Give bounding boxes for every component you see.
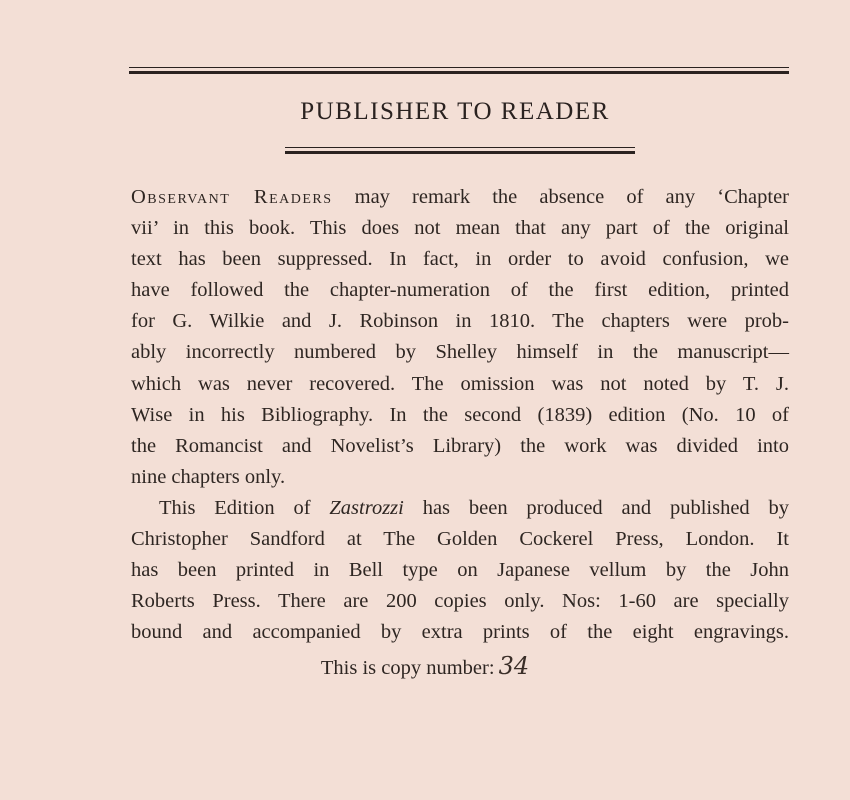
paragraph-1-line-8: Wise in his Bibliography. In the second (1839) edition (No. 10 of bbox=[131, 403, 789, 426]
paragraph-2-line-5: bound and accompanied by extra prints of the eight engravings. bbox=[131, 621, 789, 644]
paragraph-1 bbox=[131, 182, 789, 493]
paragraph-1-line-6: ably incorrectly numbered by Shelley himself in the manuscript— bbox=[131, 341, 789, 364]
title-rule-thin bbox=[285, 147, 635, 148]
paragraph-1-line-9: the Romancist and Novelist’s Library) the work was divided into bbox=[131, 434, 789, 457]
paragraph-1-line-3: text has been suppressed. In fact, in order to avoid confusion, we bbox=[131, 248, 789, 271]
paragraph-2 bbox=[131, 493, 789, 648]
page-title: PUBLISHER TO READER bbox=[300, 98, 610, 125]
title-rule-thick bbox=[285, 151, 635, 154]
top-rule-thick bbox=[129, 71, 789, 74]
copy-number-line bbox=[0, 652, 850, 680]
paragraph-1-line-4: have followed the chapter-numeration of the first edition, printed bbox=[131, 279, 789, 302]
paragraph-1-line-5: for G. Wilkie and J. Robinson in 1810. The chapters were prob- bbox=[131, 310, 789, 333]
paragraph-1-line-2: vii’ in this book. This does not mean that any part of the original bbox=[131, 217, 789, 240]
paragraph-2-line-2: Christopher Sandford at The Golden Cockerel Press, London. It bbox=[131, 528, 789, 551]
paragraph-1-line-10: nine chapters only. bbox=[131, 465, 286, 488]
paragraph-2-line-1: This Edition of Zastrozzi has been produced and published by bbox=[159, 496, 790, 519]
copy-number-label: This is copy number: bbox=[320, 657, 495, 679]
handwritten-copy-number: 34 bbox=[498, 652, 530, 680]
lead-small-caps: Observant Readers bbox=[131, 186, 333, 208]
top-rule-thin bbox=[129, 67, 789, 68]
body-text bbox=[131, 182, 789, 648]
paragraph-1-line-1: Observant Readers may remark the absence of any ‘Chapter bbox=[131, 186, 789, 208]
paragraph-2-line-4: Roberts Press. There are 200 copies only. Nos: 1-60 are specially bbox=[131, 590, 789, 613]
paragraph-1-line-7: which was never recovered. The omission was not noted by T. J. bbox=[131, 372, 789, 395]
book-title-italic: Zastrozzi bbox=[329, 496, 404, 519]
paragraph-2-line-3: has been printed in Bell type on Japanese vellum by the John bbox=[131, 559, 789, 582]
